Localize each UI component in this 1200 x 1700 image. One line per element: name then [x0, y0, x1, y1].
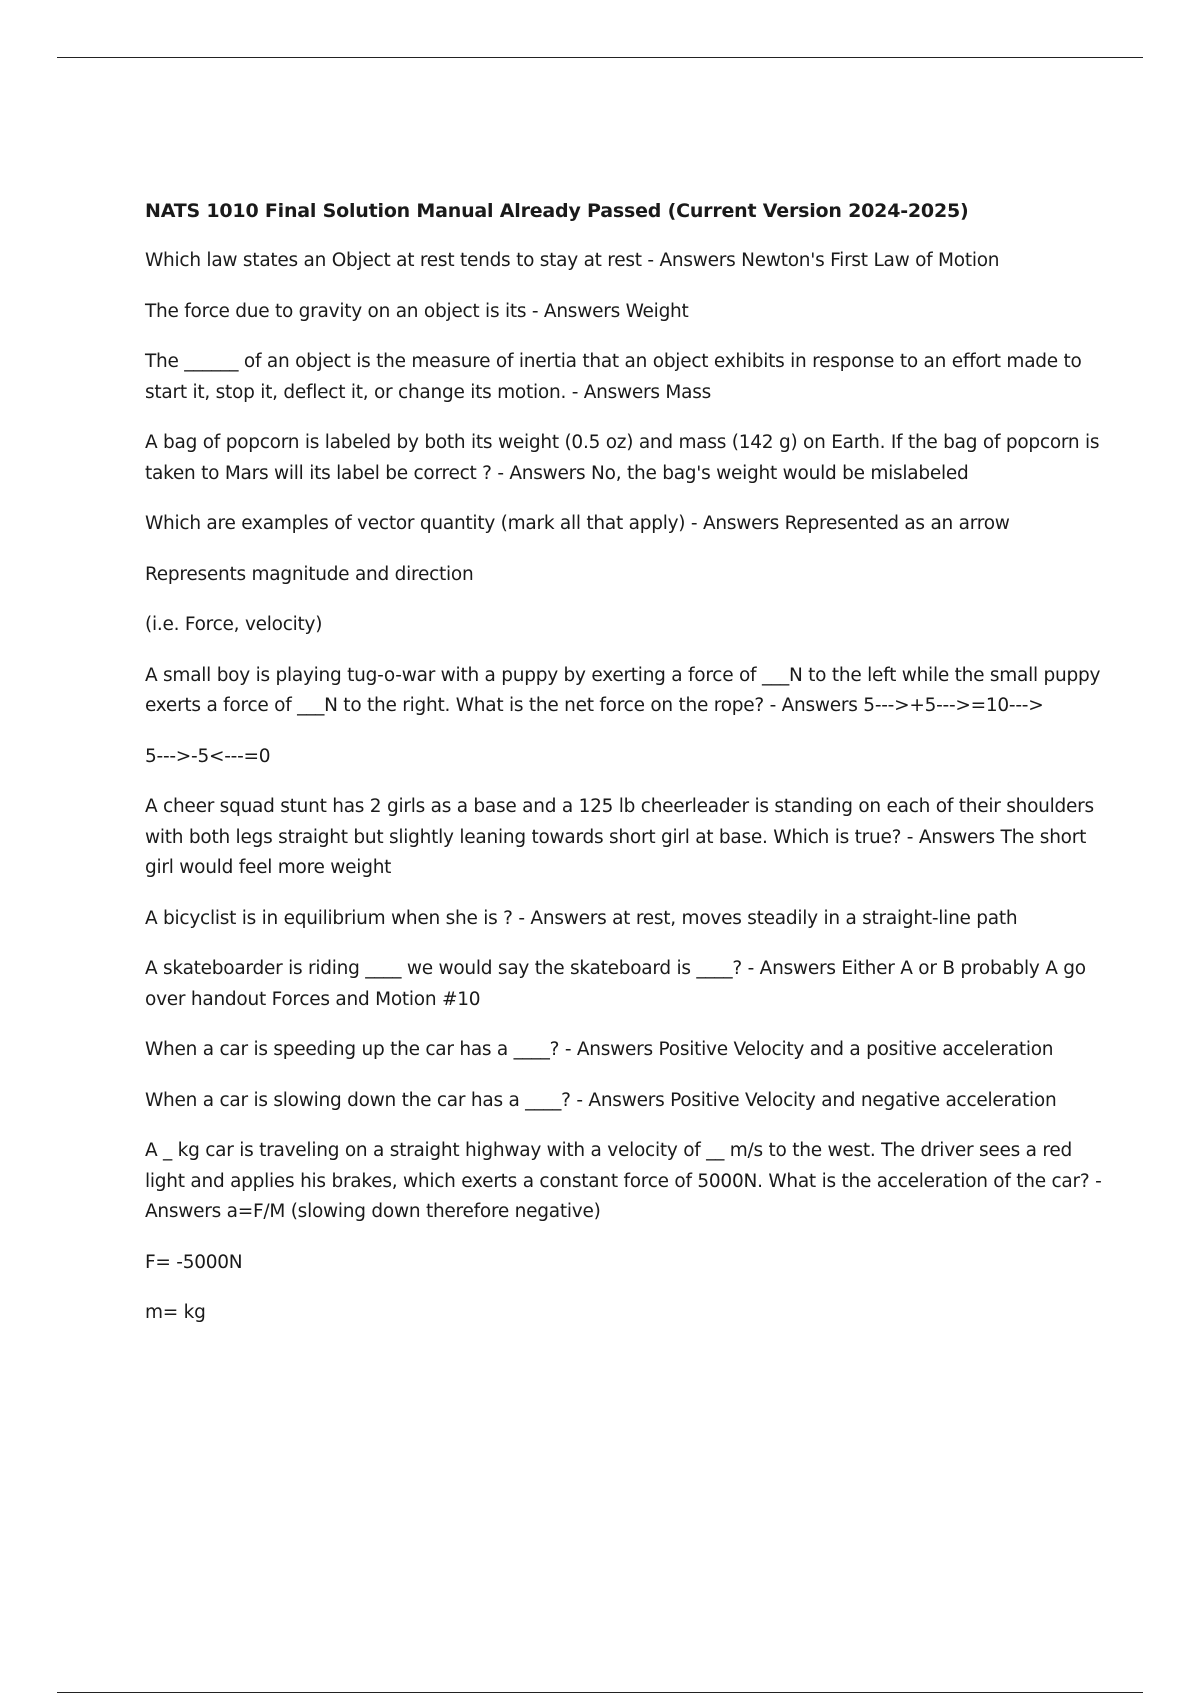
- paragraph: F= -5000N: [145, 1251, 243, 1273]
- paragraph: The ______ of an object is the measure of inertia that an object exhibits in response to an effort made to start it, stop it, deflect it, or change its motion. - Answers Mass: [145, 351, 1088, 403]
- paragraph: The force due to gravity on an object is its - Answers Weight: [145, 300, 689, 322]
- document-body: [145, 196, 1108, 1349]
- paragraph: When a car is slowing down the car has a ____? - Answers Positive Velocity and negative acceleration: [145, 1089, 1057, 1111]
- paragraph: A small boy is playing tug-o-war with a puppy by exerting a force of ___N to the left while the small puppy exerts a force of ___N to the right. What is the net force on the rope? - Answers 5--->+5--->=10--->: [145, 664, 1106, 716]
- paragraph: A cheer squad stunt has 2 girls as a base and a 125 lb cheerleader is standing on each of their shoulders with both legs straight but slightly leaning towards short girl at base. Which is true? - Answers The short girl would feel more weight: [145, 796, 1100, 878]
- paragraph: Which law states an Object at rest tends to stay at rest - Answers Newton's First Law of Motion: [145, 250, 1000, 271]
- paragraph: (i.e. Force, velocity): [145, 614, 323, 635]
- paragraph: m= kg: [145, 1302, 206, 1323]
- header-rule: [57, 57, 1143, 58]
- paragraph: A bag of popcorn is labeled by both its weight (0.5 oz) and mass (142 g) on Earth. If the bag of popcorn is taken to Mars will its label be correct ? - Answers No, the bag's weight would be mislabeled: [145, 432, 1105, 484]
- document-title: NATS 1010 Final Solution Manual Already Passed (Current Version 2024-2025): [145, 200, 969, 222]
- paragraph: 5--->-5<---=0: [145, 745, 271, 767]
- paragraph: When a car is speeding up the car has a ____? - Answers Positive Velocity and a positive acceleration: [145, 1039, 1054, 1060]
- paragraph: A skateboarder is riding ____ we would say the skateboard is ____? - Answers Either A or B probably A go over handout Forces and Motion #10: [145, 958, 1092, 1010]
- paragraph: A bicyclist is in equilibrium when she is ? - Answers at rest, moves steadily in a straight-line path: [145, 907, 1018, 929]
- paragraph: Which are examples of vector quantity (mark all that apply) - Answers Represented as an arrow: [145, 513, 1010, 534]
- paragraph: A _ kg car is traveling on a straight highway with a velocity of __ m/s to the west. The driver sees a red light and applies his brakes, which exerts a constant force of 5000N. What is the acceleration of the car? - Answers a=F/M (slowing down therefore negative): [145, 1140, 1108, 1222]
- footer-rule: [57, 1692, 1143, 1693]
- paragraph: Represents magnitude and direction: [145, 563, 474, 585]
